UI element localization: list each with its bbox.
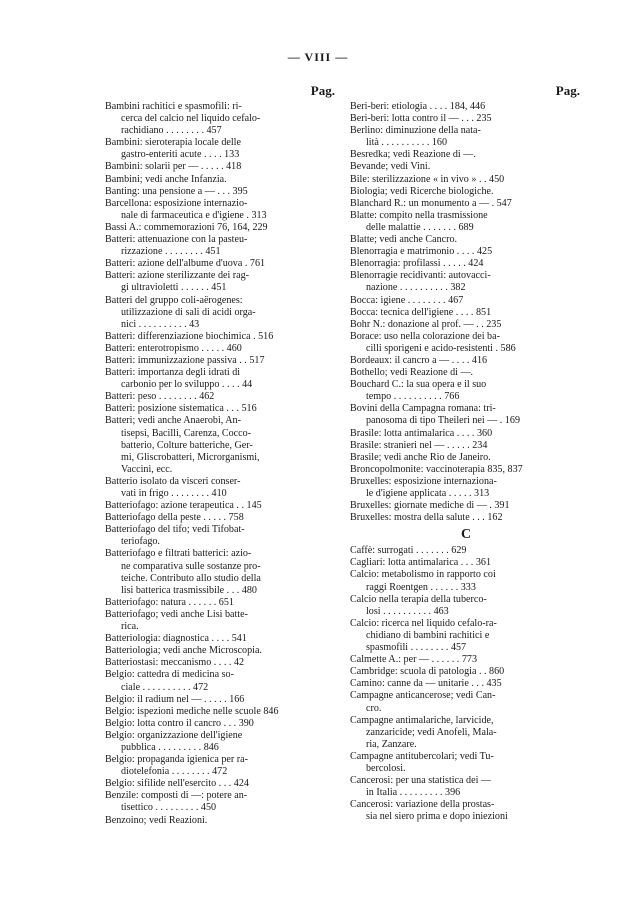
entry-line: Belgio: sifilide nell'esercito . . . 424	[105, 778, 249, 790]
index-entry	[350, 258, 582, 270]
entry-line: diotelefonia . . . . . . . . 472	[121, 766, 228, 778]
index-entry	[105, 790, 337, 814]
index-entry	[105, 597, 337, 609]
entry-line: Blenorragie recidivanti: autovacci-	[350, 270, 491, 282]
entry-line: Bothello; vedi Reazione di —.	[350, 367, 474, 379]
entry-line: Belgio: organizzazione dell'igiene	[105, 729, 243, 741]
index-column-right	[350, 83, 582, 823]
entry-line: Bassi A.: commemorazioni 76, 164, 229	[105, 221, 268, 233]
index-entry	[105, 270, 337, 294]
entry-line: Besredka; vedi Reazione di —.	[350, 149, 476, 161]
entry-line: Bambini rachitici e spasmofili: ri-	[105, 101, 242, 112]
index-entry	[350, 307, 582, 319]
entry-line: Belgio: cattedra di medicina so-	[105, 669, 234, 681]
entry-line: Biologia; vedi Ricerche biologiche.	[350, 185, 494, 197]
entry-line: Blenorragia: profilassi . . . . . 424	[350, 258, 484, 270]
index-entry	[350, 319, 582, 331]
entry-line: Batteri: attenuazione con la pasteu-	[105, 234, 248, 246]
column-header-left: Pag.	[310, 83, 335, 98]
entry-line: Bocca: tecnica dell'igiene . . . . 851	[350, 306, 492, 318]
entry-line: batterio, Colture batteriche, Ger-	[121, 439, 253, 451]
entry-line: in Italia . . . . . . . . . 396	[366, 787, 461, 799]
entry-line: delle malattie . . . . . . . 689	[366, 221, 474, 233]
index-entry	[350, 799, 582, 823]
entry-line: Brasile: lotta antimalarica . . . . 360	[350, 427, 493, 439]
entry-line: Beri-beri: etiologia . . . . 184, 446	[350, 101, 486, 112]
entry-line: Cagliari: lotta antimalarica . . . 361	[350, 557, 491, 569]
index-entry	[350, 186, 582, 198]
entry-line: Cambridge: scuola di patologia . . 860	[350, 666, 505, 678]
entry-line: Benzile: composti di —: potere an-	[105, 790, 248, 802]
entry-line: Bovini della Campagna romana: tri-	[350, 403, 496, 415]
index-entry	[105, 222, 337, 234]
index-entry	[105, 706, 337, 718]
entry-line: Belgio: il radium nel — . . . . . 166	[105, 693, 245, 705]
entry-line: Campagne antimalariche, larvicide,	[350, 714, 494, 726]
entry-line: Belgio: propaganda igienica per ra-	[105, 754, 248, 766]
index-entry	[105, 645, 337, 657]
entry-line: Batteriofago: azione terapeutica . . 145	[105, 500, 262, 512]
index-column-left	[105, 83, 337, 827]
index-entry	[350, 452, 582, 464]
entry-line: Batteri: importanza degli idrati di	[105, 367, 241, 379]
index-entry	[350, 101, 582, 113]
entry-line: Beri-beri: lotta contro il — . . . 235	[350, 113, 492, 125]
index-entry	[105, 367, 337, 391]
index-entry	[350, 210, 582, 234]
index-entry	[105, 609, 337, 633]
entry-line: Batteri del gruppo coli-aërogenes:	[105, 294, 243, 306]
index-entry	[350, 428, 582, 440]
entry-line: ciale . . . . . . . . . . 472	[121, 681, 209, 693]
entry-line: Barcellona: esposizione internazio-	[105, 197, 248, 209]
entry-line: mi, Gliscrobatteri, Microrganismi,	[121, 451, 260, 463]
entry-line: chidiano di bambini rachitici e	[366, 629, 490, 641]
entry-line: Bordeaux: il cancro a — . . . . 416	[350, 354, 488, 366]
entry-line: nici . . . . . . . . . . 43	[121, 318, 200, 330]
index-entry	[350, 295, 582, 307]
entry-line: Bevande; vedi Vini.	[350, 161, 431, 173]
entry-line: Calcio: ricerca nel liquido cefalo-ra-	[350, 617, 497, 629]
index-entry	[350, 512, 582, 524]
index-entry	[105, 754, 337, 778]
entry-line: panosoma di tipo Theileri nei — . 169	[366, 415, 520, 427]
index-entry	[350, 379, 582, 403]
entry-line: Brasile; vedi anche Rio de Janeiro.	[350, 451, 491, 463]
entry-line: tempo . . . . . . . . . . 766	[366, 391, 460, 403]
entry-line: gi ultravioletti . . . . . . 451	[121, 282, 227, 294]
entry-line: Banting: una pensione a — . . . 395	[105, 185, 248, 197]
entry-line: carbonio per lo sviluppo . . . . 44	[121, 379, 253, 391]
entry-line: Brasile: stranieri nel — . . . . . 234	[350, 439, 488, 451]
index-entry	[105, 815, 337, 827]
index-entry	[105, 718, 337, 730]
index-entry	[350, 161, 582, 173]
index-entry	[105, 512, 337, 524]
entry-line: teiche. Contributo allo studio della	[121, 572, 261, 584]
index-entry	[350, 403, 582, 427]
index-entry	[105, 186, 337, 198]
entry-line: pubblica . . . . . . . . . 846	[121, 741, 219, 753]
index-entry	[105, 476, 337, 500]
entry-line: Batteri: immunizzazione passiva . . 517	[105, 354, 265, 366]
index-entry	[105, 633, 337, 645]
entry-line: Batteriostasi: meccanismo . . . . 42	[105, 657, 245, 669]
entry-line: zanzaricide; vedi Anofeli, Mala-	[366, 726, 497, 738]
index-entry	[105, 355, 337, 367]
entry-line: Belgio: ispezioni mediche nelle scuole 846	[105, 705, 279, 717]
entry-line: Batteri: azione sterilizzante dei rag-	[105, 270, 250, 282]
index-entry	[105, 234, 337, 258]
index-entry	[350, 618, 582, 654]
entry-line: rizzazione . . . . . . . . 451	[121, 246, 221, 258]
entry-line: Bouchard C.: la sua opera e il suo	[350, 379, 487, 391]
entry-line: Cancerosi: variazione della prostas-	[350, 799, 495, 811]
index-entry	[350, 500, 582, 512]
entry-line: Bambini: sieroterapia locale delle	[105, 137, 241, 149]
entry-line: losi . . . . . . . . . . 463	[366, 605, 449, 617]
entry-line: Campagne anticancerose; vedi Can-	[350, 690, 496, 702]
entry-line: gastro-enteriti acute . . . . 133	[121, 149, 240, 161]
index-entry	[105, 391, 337, 403]
entry-line: Calcio: metabolismo in rapporto coi	[350, 569, 496, 581]
index-entry	[105, 331, 337, 343]
entry-line: Batteriofago; vedi anche Lisi batte-	[105, 608, 248, 620]
entry-line: le d'igiene applicata . . . . . 313	[366, 488, 490, 499]
index-entry	[350, 125, 582, 149]
entry-line: Bruxelles: mostra della salute . . . 162	[350, 512, 503, 524]
entry-line: Batteri: differenziazione biochimica . 516	[105, 330, 274, 342]
entry-line: Broncopolmonite: vaccinoterapia 835, 837	[350, 463, 523, 475]
index-entry	[350, 751, 582, 775]
index-entry	[105, 500, 337, 512]
index-entry	[105, 258, 337, 270]
entry-line: Bruxelles: esposizione internaziona-	[350, 475, 497, 487]
index-entry	[350, 270, 582, 294]
entry-line: Benzoino; vedi Reazioni.	[105, 814, 208, 826]
entry-line: Batteri: azione dell'albume d'uova . 761	[105, 258, 266, 270]
index-entry	[105, 198, 337, 222]
index-entry	[350, 476, 582, 500]
index-entry	[350, 545, 582, 557]
index-entry	[350, 174, 582, 186]
entry-line: nale di farmaceutica e d'igiene . 313	[121, 209, 267, 221]
index-entry	[105, 524, 337, 548]
entry-line: Bocca: igiene . . . . . . . . 467	[350, 294, 464, 306]
entry-line: Blanchard R.: un monumento a — . 547	[350, 197, 512, 209]
index-entry	[105, 403, 337, 415]
entry-line: Camino: canne da — unitarie . . . 435	[350, 678, 502, 690]
column-header-right: Pag.	[555, 83, 580, 98]
index-entry	[350, 246, 582, 258]
index-entry	[350, 113, 582, 125]
index-entry	[105, 730, 337, 754]
index-entry	[350, 367, 582, 379]
index-entry	[350, 440, 582, 452]
entry-line: sia nel siero prima e dopo iniezioni	[366, 811, 508, 823]
entry-line: Belgio: lotta contro il cancro . . . 390	[105, 717, 254, 729]
entry-line: utilizzazione di sali di acidi orga-	[121, 306, 256, 318]
entry-line: tisepsi, Bacilli, Carenza, Cocco-	[121, 427, 252, 439]
index-entry	[105, 343, 337, 355]
entry-line: Calmette A.: per — . . . . . . 773	[350, 654, 477, 666]
entry-line: Calcio nella terapia della tuberco-	[350, 593, 487, 605]
index-entry	[350, 666, 582, 678]
page-number: — VIII —	[287, 50, 349, 64]
entry-line: Bambini: solarii per — . . . . . 418	[105, 161, 242, 173]
entry-line: Caffè: surrogati . . . . . . . 629	[350, 545, 467, 557]
index-entry	[105, 415, 337, 475]
index-entry	[105, 694, 337, 706]
entry-line: Cancerosi: per una statistica dei —	[350, 775, 491, 787]
index-entry	[350, 569, 582, 593]
index-entry	[350, 715, 582, 751]
entry-line: Bile: sterilizzazione « in vivo » . . 450	[350, 173, 505, 185]
entry-line: rachidiano . . . . . . . . 457	[121, 125, 222, 137]
index-entry	[350, 234, 582, 246]
section-letter: C	[460, 527, 472, 543]
entry-line: Batteriofago: natura . . . . . . 651	[105, 596, 234, 608]
index-entry	[105, 137, 337, 161]
entry-line: cilli sporigeni e acido-resistenti . 586	[366, 342, 516, 354]
index-entry	[350, 594, 582, 618]
entry-line: ria, Zanzare.	[366, 738, 417, 750]
entry-line: Blatte; vedi anche Cancro.	[350, 234, 458, 246]
entry-line: ne comparativa sulle sostanze pro-	[121, 560, 261, 572]
entry-line: raggi Roentgen . . . . . . 333	[366, 581, 476, 593]
entry-line: Batteri; vedi anche Anaerobi, An-	[105, 415, 241, 427]
entry-line: tisettico . . . . . . . . . 450	[121, 802, 217, 814]
entry-line: Bambini; vedi anche Infanzia.	[105, 173, 227, 185]
entry-list-right	[350, 101, 582, 823]
entry-line: bercolosi.	[366, 762, 406, 774]
entry-line: Batteri: peso . . . . . . . . 462	[105, 391, 215, 403]
index-entry	[105, 161, 337, 173]
entry-line: Campagne antitubercolari; vedi Tu-	[350, 750, 494, 762]
entry-line: Batteriofago della peste . . . . . 758	[105, 512, 244, 524]
index-entry	[350, 198, 582, 210]
entry-line: Batteriofago del tifo; vedi Tifobat-	[105, 524, 245, 536]
index-entry	[350, 775, 582, 799]
entry-line: Batterio isolato da visceri conser-	[105, 475, 241, 487]
entry-line: Vaccini, ecc.	[121, 463, 173, 475]
index-entry	[350, 149, 582, 161]
entry-line: lità . . . . . . . . . . 160	[366, 137, 448, 149]
index-entry	[105, 669, 337, 693]
entry-line: Batteriofago e filtrati batterici: azio-	[105, 548, 252, 560]
index-entry	[105, 101, 337, 137]
index-entry	[105, 174, 337, 186]
entry-line: Batteriologia: diagnostica . . . . 541	[105, 633, 247, 645]
entry-line: vati in frigo . . . . . . . . 410	[121, 488, 227, 499]
index-entry	[105, 548, 337, 596]
entry-line: Borace: uso nella colorazione dei ba-	[350, 330, 500, 342]
index-entry	[350, 654, 582, 666]
index-entry	[105, 778, 337, 790]
entry-line: Bruxelles: giornate mediche di — . 391	[350, 500, 510, 512]
index-entry	[350, 331, 582, 355]
entry-line: Blatte: compito nella trasmissione	[350, 209, 488, 221]
entry-list-left	[105, 101, 337, 827]
entry-line: Blenorragia e matrimonio . . . . 425	[350, 246, 493, 258]
entry-line: spasmofili . . . . . . . . 457	[366, 642, 467, 654]
entry-line: rica.	[121, 621, 139, 633]
entry-line: Batteri: posizione sistematica . . . 516	[105, 403, 257, 415]
entry-line: teriofago.	[121, 536, 160, 548]
entry-line: Berlino: diminuzione della nata-	[350, 125, 481, 137]
index-entry	[105, 295, 337, 331]
entry-line: nazione . . . . . . . . . . 382	[366, 282, 466, 294]
entry-line: Bohr N.: donazione al prof. — . . 235	[350, 318, 502, 330]
index-entry	[350, 464, 582, 476]
index-entry	[350, 690, 582, 714]
index-entry	[105, 657, 337, 669]
entry-line: Batteriologia; vedi anche Microscopia.	[105, 645, 262, 657]
entry-line: cro.	[366, 702, 382, 714]
entry-line: Batteri: enterotropismo . . . . . 460	[105, 342, 242, 354]
entry-line: lisi batterica trasmissibile . . . 480	[121, 584, 257, 596]
entry-line: cerca del calcio nel liquido cefalo-	[121, 113, 261, 125]
index-entry	[350, 678, 582, 690]
index-entry	[350, 355, 582, 367]
index-entry	[350, 557, 582, 569]
